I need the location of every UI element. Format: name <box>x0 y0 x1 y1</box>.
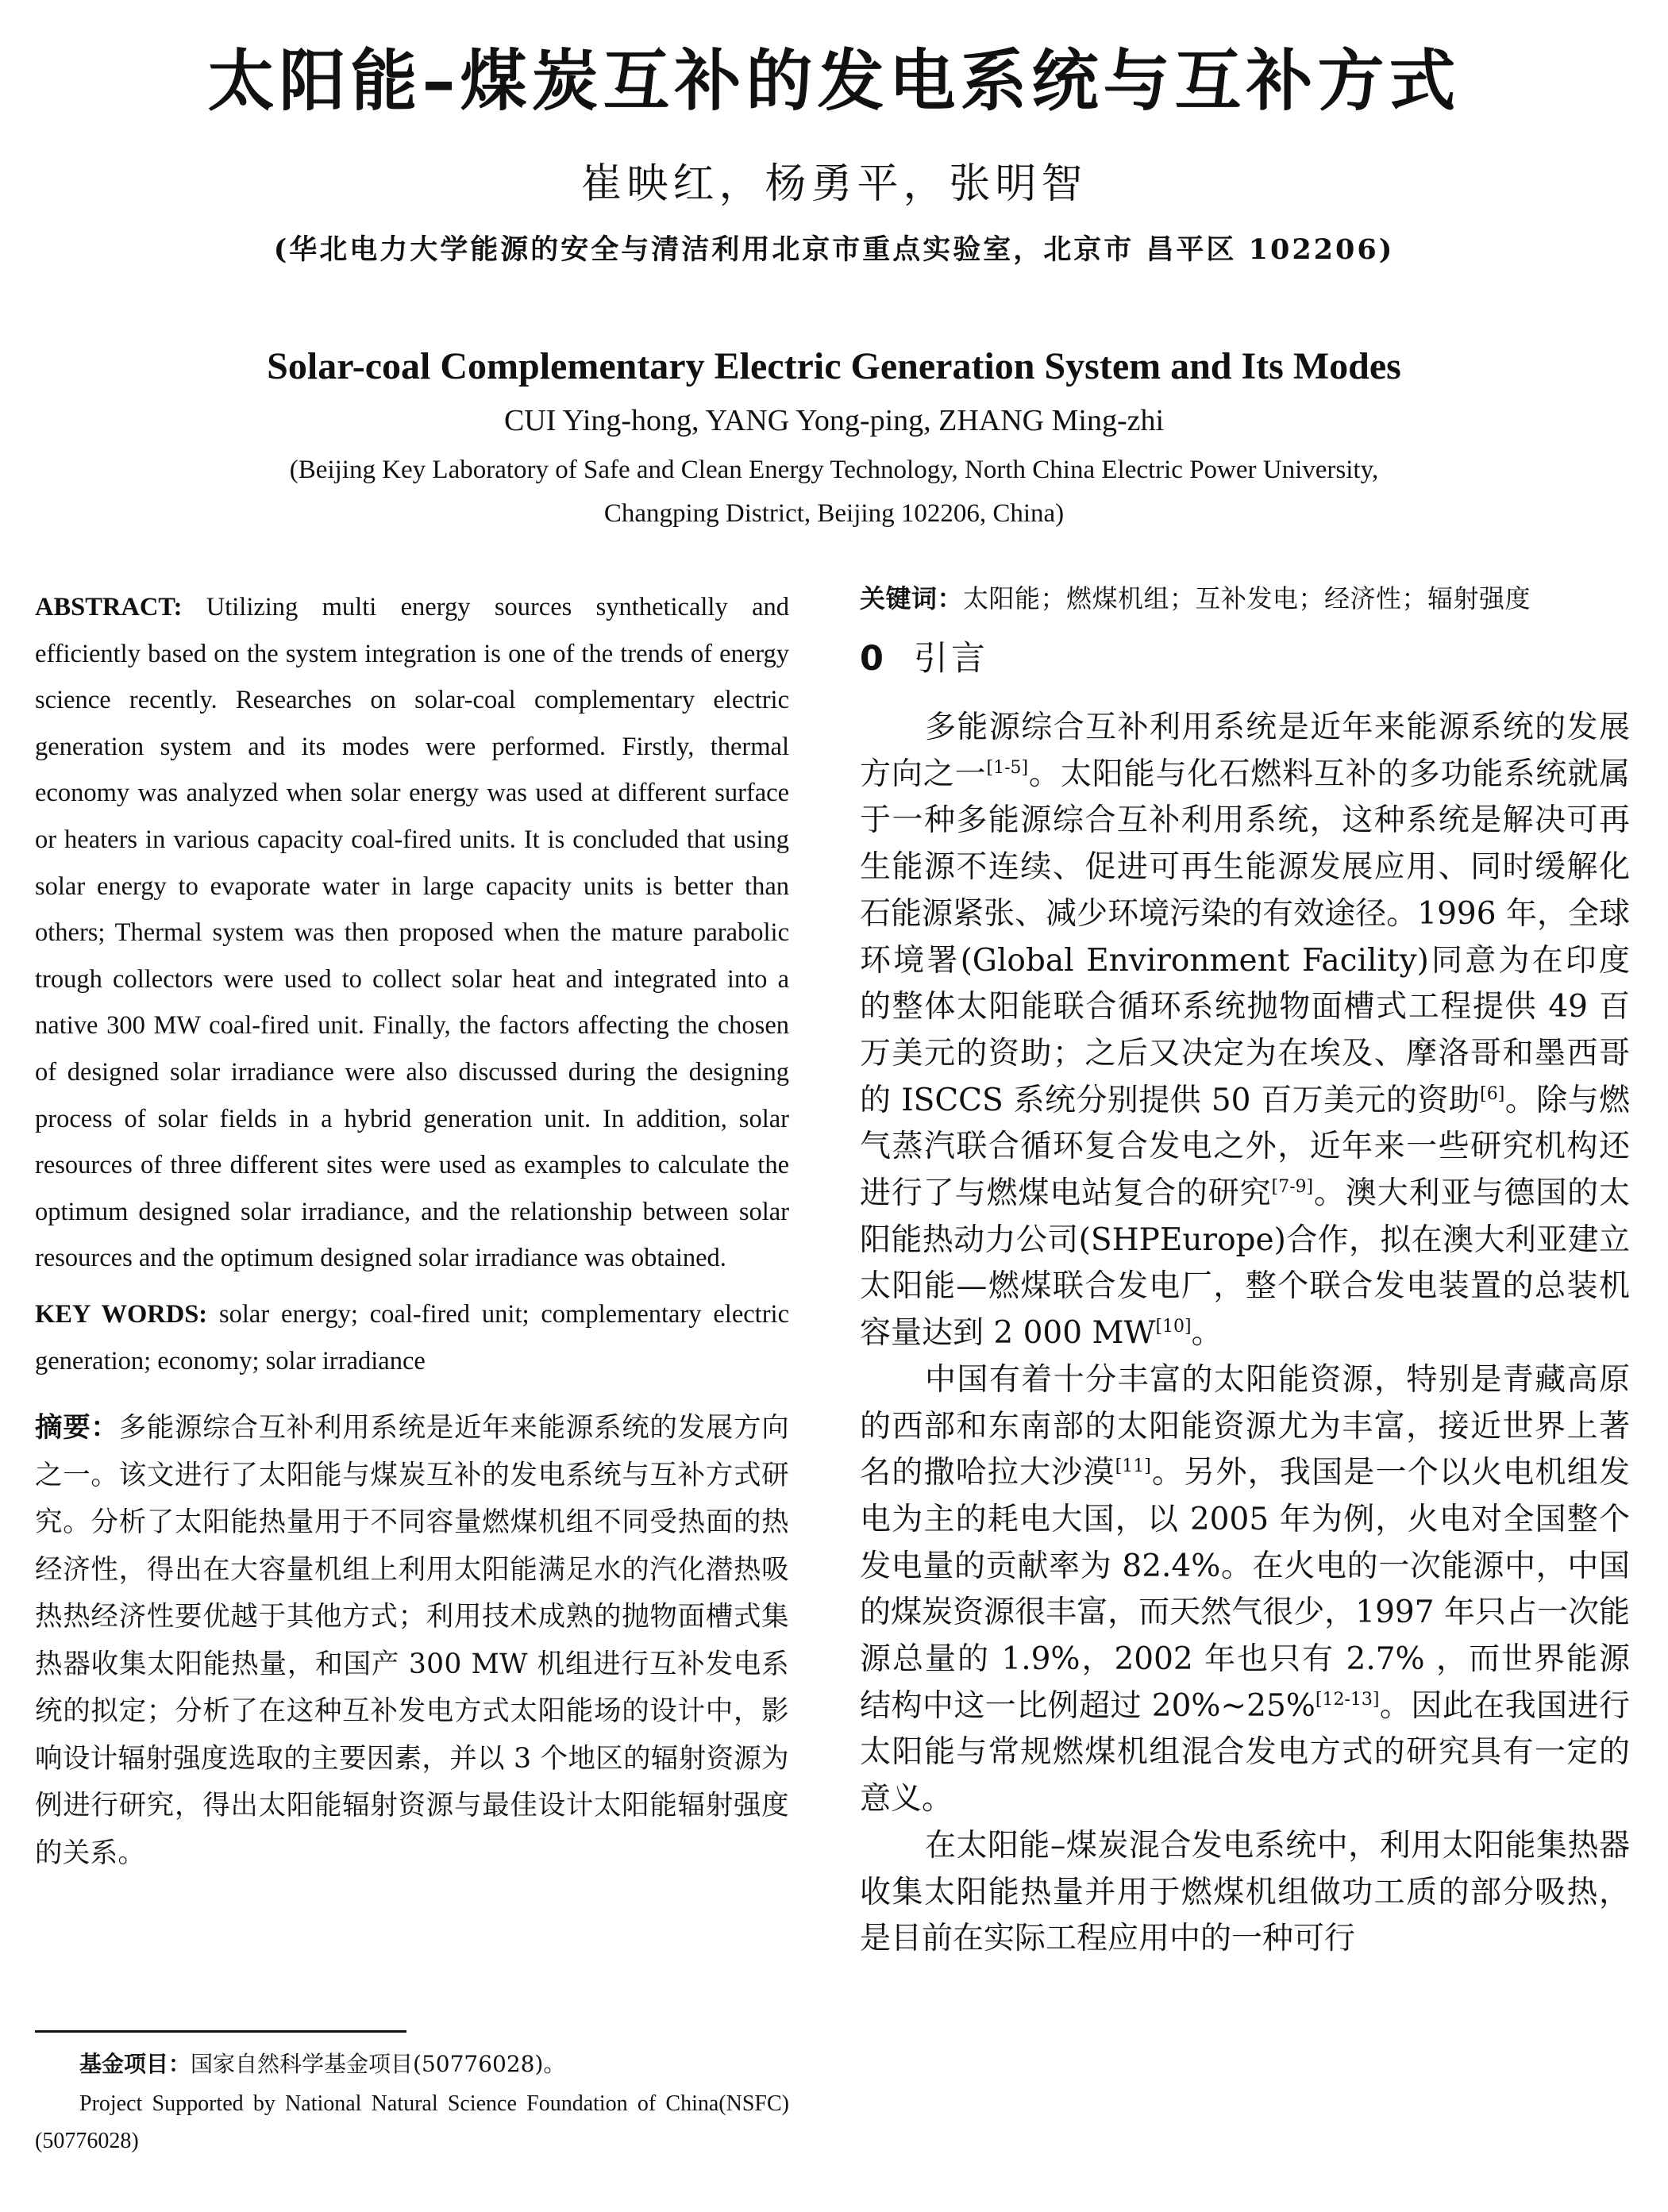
chinese-title: 太阳能–煤炭互补的发电系统与互补方式 <box>207 42 1461 120</box>
keywords-chinese-label: 关键词： <box>860 583 964 614</box>
fund-chinese-text: 国家自然科学基金项目(50776028)。 <box>191 2051 566 2077</box>
abstract-chinese-text: 多能源综合互补利用系统是近年来能源系统的发展方向之一。该文进行了太阳能与煤炭互补的发电系统与互补方式研究。分析了太阳能热量用于不同容量燃煤机组不同受热面的热经济性，得出在大容量机组上利用太阳能满足水的汽化潜热吸热热经济性要优越于其他方式；利用技术成熟的抛物面槽式集热器收集太阳能热量，和国产 300 MW 机组进行互补发电系统的拟定；分析了在这种互补发电方式太阳能场的设计中，影响设计辐射强度选取的主要因素，并以 3 个地区的辐射资源为例进行研究，得出太阳能辐射资源与最佳设计太阳能辐射强度的关系。 <box>35 1412 789 1869</box>
body-text: 。澳大利亚与德国的太阳能热动力公司(SHPEurope)合作，拟在澳大利亚建立太阳能—燃煤联合发电厂，整个联合发电装置的总装机容量达到 2 000 MW <box>860 1175 1630 1352</box>
english-affiliation <box>0 448 1668 536</box>
keywords-english <box>35 1291 789 1384</box>
fund-chinese-label: 基金项目： <box>79 2051 191 2077</box>
english-authors: CUI Ying-hong, YANG Yong-ping, ZHANG Ming-zhi <box>503 404 1165 437</box>
body-paragraph-3: 在太阳能–煤炭混合发电系统中，利用太阳能集热器收集太阳能热量并用于燃煤机组做功工质的部分吸热，是目前在实际工程应用中的一种可行 <box>860 1827 1630 1957</box>
abstract-chinese <box>35 1405 789 1877</box>
citation[interactable]: [10] <box>1155 1317 1192 1337</box>
footnote-divider <box>35 2030 406 2033</box>
body-paragraph-1 <box>860 705 1630 1357</box>
left-column <box>35 584 789 1877</box>
section-title: 引言 <box>913 639 988 679</box>
fund-english: Project Supported by National Natural Science Foundation of China(NSFC)(50776028) <box>35 2091 789 2153</box>
keywords-chinese-text: 太阳能；燃煤机组；互补发电；经济性；辐射强度 <box>963 583 1531 614</box>
english-affiliation-line1: (Beijing Key Laboratory of Safe and Clean Energy Technology, North China Electric Power University, <box>289 456 1379 484</box>
right-column <box>860 579 1630 1963</box>
chinese-affiliation: (华北电力大学能源的安全与清洁利用北京市重点实验室，北京市 昌平区 102206) <box>273 233 1395 266</box>
footnote <box>35 2044 789 2160</box>
section-heading <box>860 635 1630 683</box>
fund-chinese <box>35 2044 789 2085</box>
chinese-authors: 崔映红，杨勇平，张明智 <box>580 160 1088 208</box>
citation[interactable]: [11] <box>1115 1456 1151 1477</box>
section-number: 0 <box>860 639 887 679</box>
body-paragraph-2 <box>860 1357 1630 1823</box>
keywords-chinese <box>860 579 1630 617</box>
body-text: 。太阳能与化石燃料互补的多功能系统就属于一种多能源综合互补利用系统，这种系统是解决可再生能源不连续、促进可再生能源发展应用、同时缓解化石能源紧张、减少环境污染的有效途径。1996 年，全球环境署(Global Environment Facility)同意为在印度的整体太阳能联合循环系统抛物面槽式工程提供 49 百万美元的资助；之后又决定为在埃及、摩洛哥和墨西哥的 ISCCS 系统分别提供 50 百万美元的资助 <box>860 756 1630 1118</box>
citation[interactable]: [6] <box>1480 1083 1505 1104</box>
english-title: Solar-coal Complementary Electric Generation System and Its Modes <box>267 345 1401 387</box>
citation[interactable]: [12-13] <box>1315 1689 1380 1710</box>
citation[interactable]: [7-9] <box>1271 1177 1314 1198</box>
citation[interactable]: [1-5] <box>986 757 1029 778</box>
abstract-english <box>35 584 789 1282</box>
abstract-english-label: ABSTRACT: <box>35 593 183 621</box>
keywords-english-label: KEY WORDS: <box>35 1299 208 1329</box>
body-text: 。因此在我国进行太阳能与常规燃煤机组混合发电方式的研究具有一定的意义。 <box>860 1687 1630 1818</box>
body-text: 中国有着十分丰富的太阳能资源，特别是青藏高原的西部和东南部的太阳能资源尤为丰富，接近世界上著名的撒哈拉大沙漠 <box>860 1361 1630 1491</box>
body-text: 多能源综合互补利用系统是近年来能源系统的发展方向之一 <box>860 710 1630 792</box>
body-text: 。 <box>1191 1315 1223 1352</box>
keywords-english-text: solar energy; coal-fired unit; complementary electric generation; economy; solar irradiance <box>35 1299 789 1375</box>
abstract-chinese-label: 摘要： <box>35 1412 119 1445</box>
abstract-english-text: Utilizing multi energy sources synthetically and efficiently based on the system integration is one of the trends of energy science recently. Researches on solar-coal complementary electric generation system and its modes were performed. Firstly, thermal economy was analyzed when solar energy was used at different surface or heaters in various capacity coal-fired units. It is concluded that using solar energy to evaporate water in large capacity units is better than others; Thermal system was then proposed when the mature parabolic trough collectors were used to collect solar heat and integrated into a native 300 MW coal-fired unit. Finally, the factors affecting the chosen of designed solar irradiance were also discussed during the designing process of solar fields in a hybrid generation unit. In addition, solar resources of three different sites were used as examples to calculate the optimum designed solar irradiance, and the relationship between solar resources and the optimum designed solar irradiance was obtained. <box>35 593 789 1273</box>
body-text: 。另外，我国是一个以火电机组发电为主的耗电大国，以 2005 年为例，火电对全国整个发电量的贡献率为 82.4%。在火电的一次能源中，中国的煤炭资源很丰富，而天然气很少，1997 年只占一次能源总量的 1.9%，2002 年也只有 2.7% ，而世界能源结构中这一比例超过 20%~25% <box>860 1455 1630 1724</box>
body-text: 。除与燃气蒸汽联合循环复合发电之外，近年来一些研究机构还进行了与燃煤电站复合的研究 <box>860 1082 1630 1212</box>
english-affiliation-line2: Changping District, Beijing 102206, China) <box>603 499 1065 528</box>
